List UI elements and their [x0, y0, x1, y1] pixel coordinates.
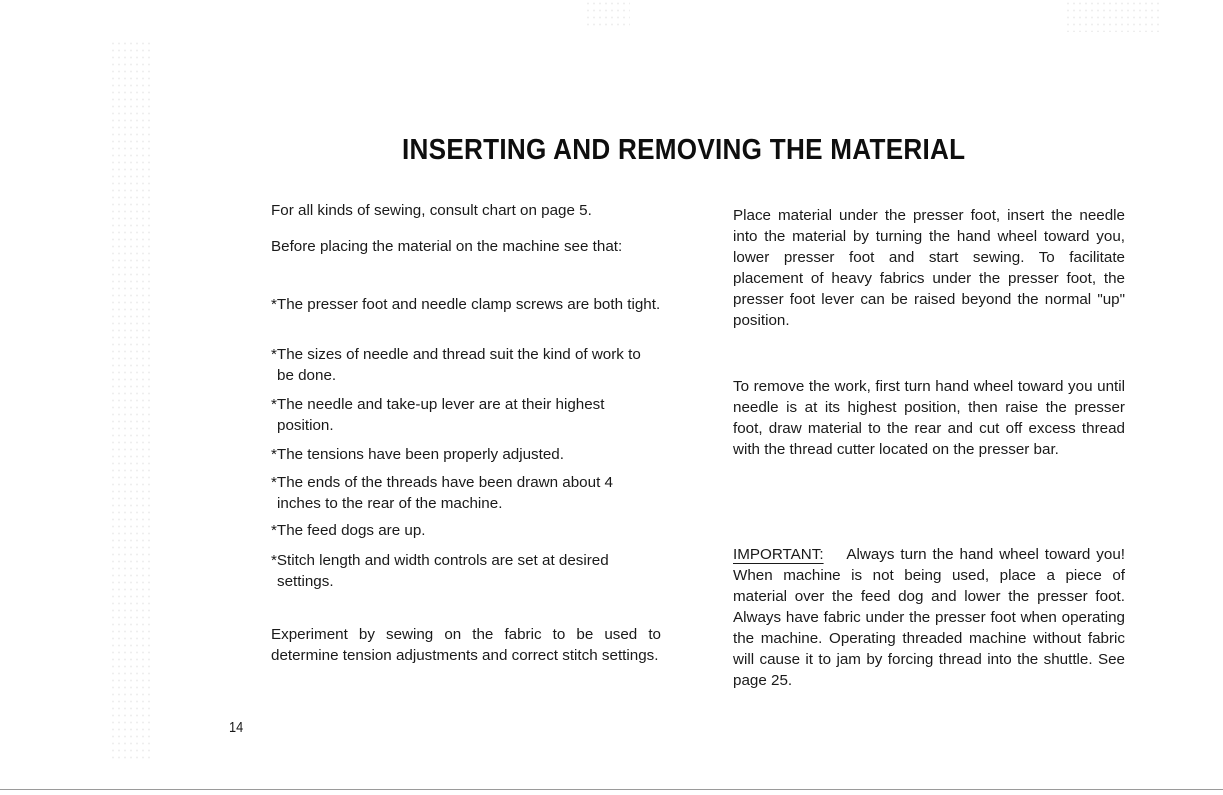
- page-title: INSERTING AND REMOVING THE MATERIAL: [402, 134, 966, 167]
- remove-work-paragraph: To remove the work, first turn hand wheel toward you until needle is at its highest position, then raise the presser foot, draw material to the rear and cut off excess thread with the thread cutter located on the presser bar.: [733, 378, 1125, 458]
- intro-paragraph: For all kinds of sewing, consult chart on page 5.: [271, 202, 592, 219]
- checklist-item: *The feed dogs are up.: [271, 522, 426, 539]
- checklist-item: *Stitch length and width controls are set at desired settings.: [271, 552, 609, 590]
- checklist-item: *The tensions have been properly adjusted.: [271, 446, 564, 463]
- checklist-item: *The needle and take-up lever are at their highest position.: [271, 396, 605, 434]
- important-text: Always turn the hand wheel toward you! When machine is not being used, place a piece of material over the feed dog and lower the presser foot. Always have fabric under the presser foot when operating the machine. Operating threaded machine without fabric will cause it to jam by forcing thread into the shuttle. See page 25.: [733, 546, 1126, 689]
- checklist-item: *The ends of the threads have been drawn about 4 inches to the rear of the machine.: [271, 474, 613, 512]
- important-label: IMPORTANT:: [733, 546, 824, 563]
- bottom-rule: [0, 789, 1223, 790]
- right-column: [733, 205, 1125, 695]
- scan-noise-top-right: [1065, 0, 1160, 32]
- checklist-item: *The presser foot and needle clamp screws are both tight.: [271, 296, 661, 313]
- before-placing-paragraph: Before placing the material on the machine see that:: [271, 238, 623, 255]
- important-paragraph: [733, 544, 1125, 691]
- left-column: [271, 200, 661, 700]
- scan-noise-left: [110, 40, 150, 760]
- page-number: 14: [229, 719, 244, 736]
- place-material-paragraph: Place material under the presser foot, insert the needle into the material by turning the hand wheel toward you, lower presser foot and start sewing. To facilitate placement of heavy fabrics under the presser foot, the presser foot lever can be raised beyond the normal "up" position.: [733, 207, 1125, 329]
- scan-noise-top-center: [585, 0, 630, 30]
- experiment-paragraph: Experiment by sewing on the fabric to be used to determine tension adjustments and correct stitch settings.: [271, 626, 661, 664]
- checklist-item: *The sizes of needle and thread suit the kind of work to be done.: [271, 346, 641, 384]
